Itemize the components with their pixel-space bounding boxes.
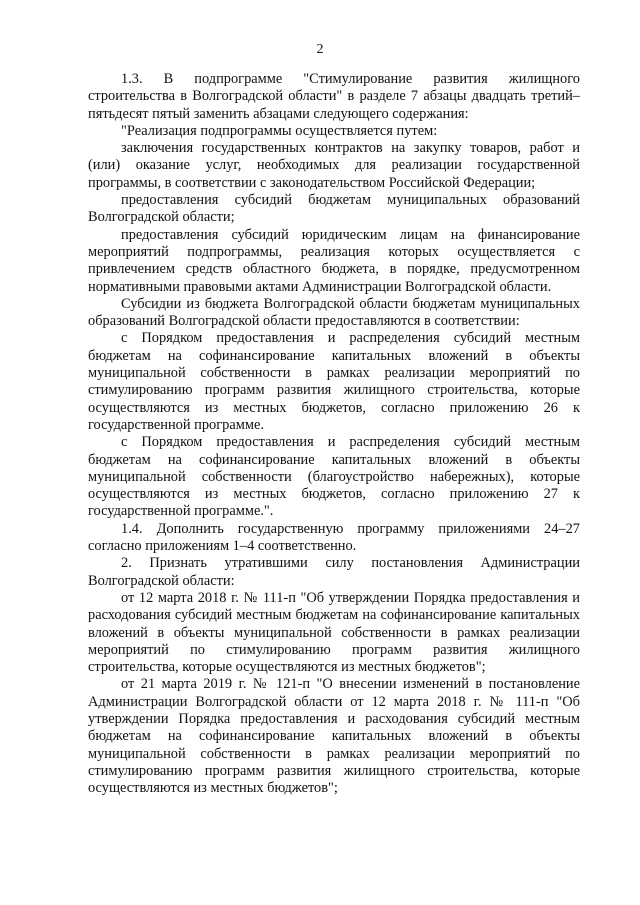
- paragraph-procedure-appendix-27: с Порядком предоставления и распределения субсидий местным бюджетам на софинансирование капитальных вложений в объекты муниципальной собственности (благоустройство набережных), которые осуществляются из местных бюджетов, согласно приложению 27 к государственной программе.".: [88, 434, 580, 520]
- paragraph-subsidies-basis: Субсидии из бюджета Волгоградской области бюджетам муниципальных образований Волгоградской области предоставляются в соответствии:: [88, 295, 580, 330]
- paragraph-implementation-intro: "Реализация подпрограммы осуществляется путем:: [121, 122, 438, 139]
- paragraph-2-repeal: 2. Признать утратившими силу постановления Администрации Волгоградской области:: [88, 555, 580, 589]
- paragraph-legal-entity-subsidies: предоставления субсидий юридическим лицам на финансирование мероприятий подпрограммы, реализация которых осуществляется с привлечением средств областного бюджета, в порядке, предусмотренном нормативными правовыми актами Администрации Волгоградской области.: [88, 226, 580, 295]
- paragraph-repeal-111-p: от 12 марта 2018 г. № 111-п "Об утверждении Порядка предоставления и расходования субсидий местным бюджетам на софинансирование капитальных вложений в объекты муниципальной собственности в рамках реализации мероприятий по стимулированию программ развития жилищного строительства, которые осуществляются из местных бюджетов";: [88, 589, 580, 676]
- paragraph-1-3-intro: 1.3. В подпрограмме "Стимулирование развития жилищного строительства в Волгоградской области" в разделе 7 абзацы двадцать третий–пятьдесят пятый заменить абзацами следующего содержания:: [88, 71, 580, 122]
- paragraph-state-contracts: заключения государственных контрактов на закупку товаров, работ и (или) оказание услуг, необходимых для реализации государственной программы, в соответствии с законодательством Российской Федерации;: [88, 140, 580, 191]
- page-number: 2: [316, 42, 324, 57]
- paragraph-municipal-subsidies: предоставления субсидий бюджетам муниципальных образований Волгоградской области;: [88, 192, 580, 226]
- paragraph-procedure-appendix-26: с Порядком предоставления и распределения субсидий местным бюджетам на софинансирование капитальных вложений в объекты муниципальной собственности в рамках реализации мероприятий по стимулированию программ развития жилищного строительства, которые осуществляются из местных бюджетов, согласно приложению 26 к государственной программе.: [88, 330, 580, 433]
- paragraph-1-4-appendices: 1.4. Дополнить государственную программу приложениями 24–27 согласно приложениям 1–4 соответственно.: [88, 520, 580, 555]
- paragraph-repeal-121-p: от 21 марта 2019 г. № 121-п "О внесении изменений в постановление Администрации Волгоградской области от 12 марта 2018 г. № 111-п "Об утверждении Порядка предоставления и расходования субсидий местным бюджетам на софинансирование капитальных вложений в объекты муниципальной собственности в рамках реализации мероприятий по стимулированию программ развития жилищного строительства, которые осуществляются из местных бюджетов";: [88, 676, 580, 797]
- document-body: [88, 71, 580, 797]
